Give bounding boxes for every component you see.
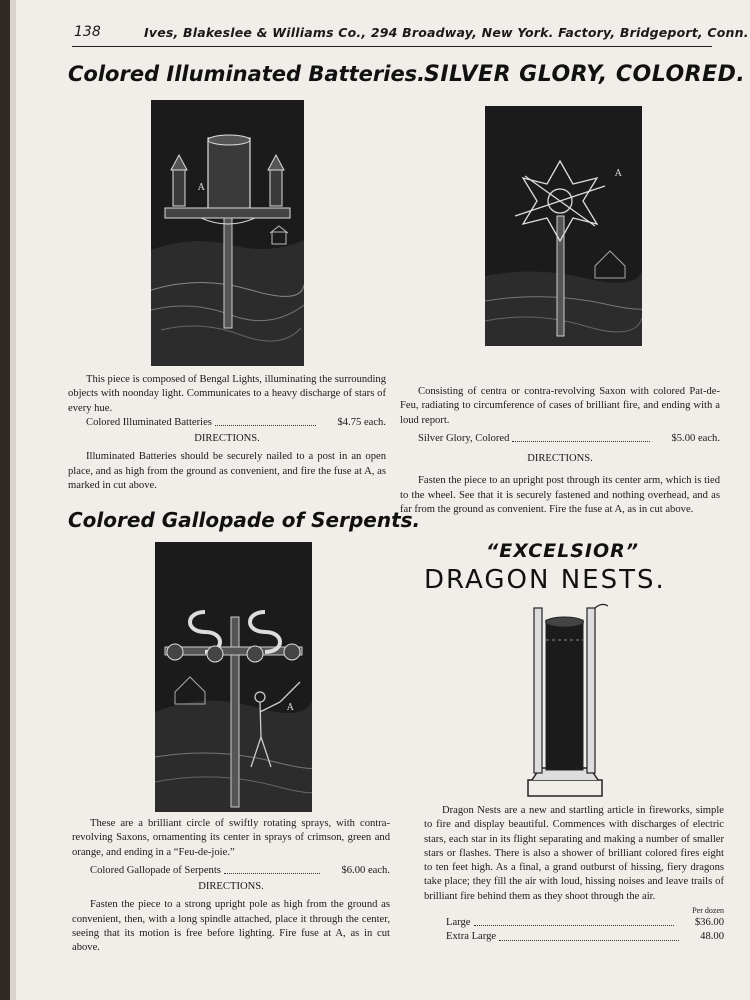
dot-leader	[224, 864, 321, 874]
dot-leader	[215, 416, 317, 426]
dot-leader	[499, 930, 679, 940]
fuse-marker-a: A	[615, 169, 622, 179]
directions-heading: DIRECTIONS.	[527, 453, 593, 465]
price-label: Silver Glory, Colored	[418, 432, 510, 444]
price-value: $4.75 each.	[337, 416, 386, 428]
silver-glory-engraving	[485, 106, 642, 346]
fuse-marker-a: A	[198, 183, 205, 193]
price-label: Colored Gallopade of Serpents	[90, 864, 221, 876]
price-value: $6.00 each.	[341, 864, 390, 876]
dragon-nests-price-extra-large	[424, 930, 724, 944]
gallopade-engraving	[155, 542, 312, 812]
batteries-title: Colored Illuminated Batteries.	[68, 62, 426, 86]
gallopade-title: Colored Gallopade of Serpents.	[68, 508, 421, 532]
fuse-marker-a: A	[287, 703, 294, 713]
silver-glory-text	[400, 385, 720, 517]
batteries-engraving	[151, 100, 304, 366]
silver-glory-illustration	[485, 106, 642, 346]
gallopade-description: These are a brilliant circle of swiftly rotating sprays, with contra-revolving Saxons, ornamenting its center in sprays of crimson, green and orange, and ending in a “Feu-de-joie.”	[72, 818, 390, 858]
silver-glory-directions: Fasten the piece to an upright post through its center arm, which is tied to the wheel. See that it is securely fastened and nothing overhead, and as far from the ground as convenient. Fire the fuse at A, as in cut above.	[400, 475, 720, 516]
gallopade-price-line	[72, 864, 390, 878]
batteries-text	[68, 373, 386, 493]
batteries-price-line	[68, 416, 386, 430]
dragon-nests-title: DRAGON NESTS.	[424, 565, 666, 595]
silver-glory-description: Consisting of centra or contra-revolving Saxon with colored Pat-de-Feu, radiating to circumference of cases of brilliant fire, and ending with a loud report.	[400, 386, 720, 426]
gallopade-illustration	[155, 542, 312, 812]
directions-heading: DIRECTIONS.	[194, 433, 260, 445]
dragon-nest-illustration	[520, 600, 610, 800]
price-value: 48.00	[700, 931, 724, 943]
dot-leader	[512, 432, 650, 442]
gallopade-text	[72, 817, 390, 956]
batteries-illustration	[151, 100, 304, 366]
price-value: $36.00	[694, 917, 724, 929]
batteries-directions: Illuminated Batteries should be securely nailed to a post in an open place, and as high from the ground as convenient, and fire the fuse at A, as marked in cut above.	[68, 451, 386, 492]
dragon-nests-text	[424, 804, 724, 945]
excelsior-title: “EXCELSIOR”	[486, 540, 639, 562]
dragon-nests-price-large	[424, 916, 724, 930]
price-value: $5.00 each.	[671, 432, 720, 444]
dragon-nests-description: Dragon Nests are a new and startling article in fireworks, simple to fire and display beautiful. Commences with discharges of electric stars, each star in its flight separating and making a number of smaller stars or flashes. There is also a shower of brilliant colored fires eight to ten feet high. As a final, a grand outburst of hissing, fiery dragons take place; they fill the air with loud, hissing noises and leave trails of brilliant fire behind them as they shoot through the air.	[424, 805, 724, 902]
batteries-description: This piece is composed of Bengal Lights, illuminating the surrounding objects with noonday light. Communicates to a heavy discharge of stars of every hue.	[68, 374, 386, 414]
page-number: 138	[74, 24, 101, 40]
price-label: Colored Illuminated Batteries	[86, 416, 212, 428]
silver-glory-price-line	[400, 432, 720, 446]
price-label: Extra Large	[446, 931, 497, 943]
directions-heading: DIRECTIONS.	[198, 881, 264, 893]
dragon-nest-engraving	[520, 600, 610, 800]
book-gutter	[0, 0, 10, 1000]
per-dozen-label: Per dozen	[692, 906, 724, 916]
gallopade-directions: Fasten the piece to a strong upright pole as high from the ground as convenient, then, with a long spindle attached, place it through the center, seeing that its motion is free before lighting. Fire fuse at A, as in cut above.	[72, 899, 390, 954]
page-header	[72, 22, 749, 47]
dot-leader	[474, 916, 674, 926]
book-gutter-edge	[10, 0, 16, 1000]
running-head: Ives, Blakeslee & Williams Co., 294 Broadway, New York. Factory, Bridgeport, Conn.	[144, 25, 749, 40]
price-label: Large	[446, 917, 471, 929]
silver-glory-title: SILVER GLORY, COLORED.	[424, 62, 746, 87]
